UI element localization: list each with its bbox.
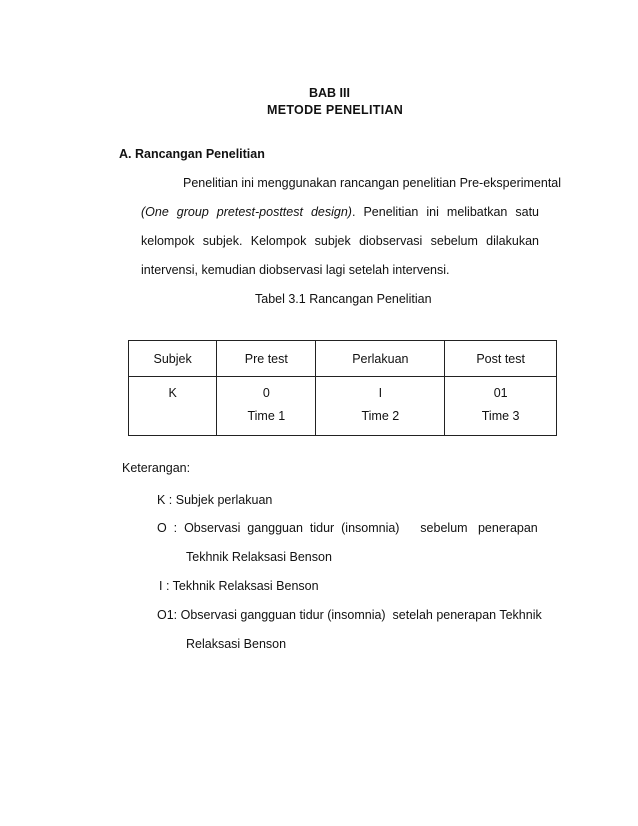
- cell-subject: [129, 377, 217, 436]
- table-row: [129, 377, 557, 436]
- chapter-number: BAB III: [309, 86, 350, 100]
- legend-item-o-continued: Tekhnik Relaksasi Benson: [186, 550, 332, 564]
- legend-item-k: K : Subjek perlakuan: [157, 493, 273, 507]
- legend-item-i: I : Tekhnik Relaksasi Benson: [159, 579, 319, 593]
- paragraph-line-3: kelompok subjek. Kelompok subjek diobservasi sebelum dilakukan: [141, 234, 539, 248]
- chapter-title: METODE PENELITIAN: [267, 103, 404, 117]
- cell-post: [445, 377, 557, 436]
- cell-treatment-time: Time 2: [361, 409, 400, 423]
- cell-pre: [217, 377, 316, 436]
- legend-title: Keterangan:: [122, 461, 191, 475]
- paragraph-line-2-rest: . Penelitian ini melibatkan satu: [351, 205, 539, 219]
- paragraph-line-1: Penelitian ini menggunakan rancangan penelitian Pre-eksperimental: [183, 176, 562, 190]
- paragraph-design-name: (One group pretest-posttest design): [141, 205, 352, 219]
- cell-treatment-value: I: [378, 386, 383, 400]
- legend-item-o1-continued: Relaksasi Benson: [186, 637, 287, 651]
- cell-post-value: 01: [493, 386, 508, 400]
- header-subjek: Subjek: [129, 341, 217, 377]
- cell-pre-time: Time 1: [247, 409, 286, 423]
- cell-subject-value: K: [168, 386, 177, 400]
- header-perlakuan: Perlakuan: [316, 341, 445, 377]
- legend-item-o1: O1: Observasi gangguan tidur (insomnia) setelah penerapan Tekhnik: [157, 608, 542, 622]
- section-heading: A. Rancangan Penelitian: [119, 147, 265, 161]
- paragraph-line-2: [141, 205, 539, 219]
- table-header-row: [129, 341, 557, 377]
- cell-pre-value: 0: [262, 386, 270, 400]
- paragraph-line-4: intervensi, kemudian diobservasi lagi setelah intervensi.: [141, 263, 450, 277]
- design-table: [128, 340, 557, 436]
- cell-treatment: [316, 377, 445, 436]
- header-pre-test: Pre test: [217, 341, 316, 377]
- cell-post-time: Time 3: [481, 409, 520, 423]
- header-post-test: Post test: [445, 341, 557, 377]
- table-caption: Tabel 3.1 Rancangan Penelitian: [255, 292, 432, 306]
- legend-item-o: O : Observasi gangguan tidur (insomnia) sebelum penerapan: [157, 521, 538, 535]
